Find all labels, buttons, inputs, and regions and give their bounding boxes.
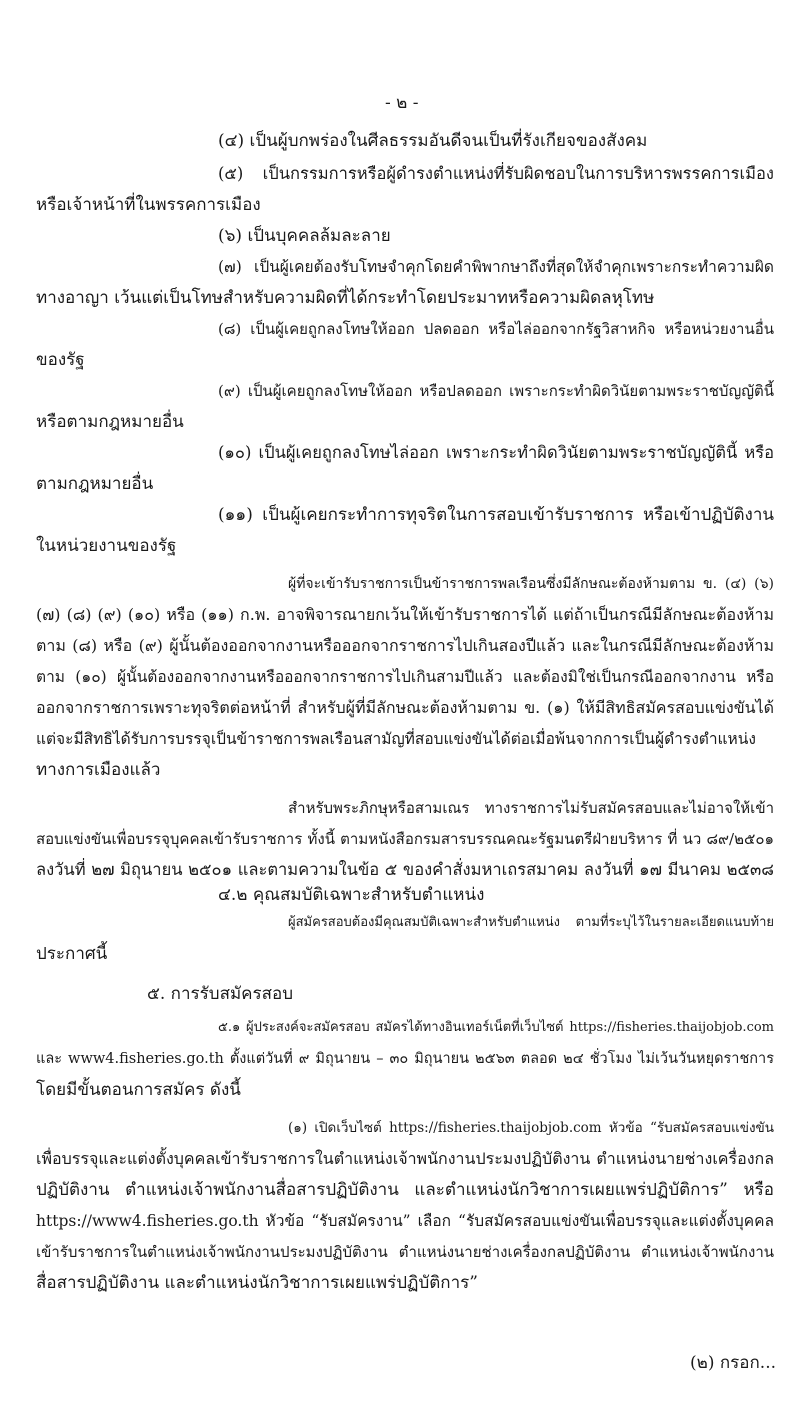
list-item-8: (๘) เป็นผู้เคยถูกลงโทษให้ออก ปลดออก หรือไล่ออกจากรัฐวิสาหกิจ หรือหน่วยงานอื่น xyxy=(218,320,774,338)
monks-line-1: สำหรับพระภิกษุหรือสามเณร ทางราชการไม่รับสมัครสอบและไม่อาจให้เข้า xyxy=(288,799,774,817)
section-5-1-line-2: และ www4.fisheries.go.th ตั้งแต่วันที่ ๙ มิถุนายน – ๓๐ มิถุนายน ๒๕๖๓ ตลอด ๒๔ ชั่วโมง ไม่เว้นวันหยุดราชการ xyxy=(36,1051,774,1067)
list-item-5-cont: หรือเจ้าหน้าที่ในพรรคการเมือง xyxy=(36,195,261,215)
step-1-line-6: สื่อสารปฏิบัติงาน และตำแหน่งนักวิชาการเผยแพร่ปฏิบัติการ” xyxy=(36,1273,478,1293)
section-4-2-line-2: ประกาศนี้ xyxy=(36,944,108,964)
exemption-line-6: แต่จะมีสิทธิได้รับการบรรจุเป็นข้าราชการพลเรือนสามัญที่สอบแข่งขันได้ต่อเมื่อพ้นจากการเป็นผู้ดำรงตำแหน่ง xyxy=(36,730,756,748)
list-item-7: (๗) เป็นผู้เคยต้องรับโทษจำคุกโดยคำพิพากษาถึงที่สุดให้จำคุกเพราะกระทำความผิด xyxy=(218,258,774,276)
list-item-8-cont: ของรัฐ xyxy=(36,350,85,370)
list-item-11-cont: ในหน่วยงานของรัฐ xyxy=(36,536,177,556)
page-number: - ๒ - xyxy=(385,93,419,113)
section-5-1-line-3: โดยมีขั้นตอนการสมัคร ดังนี้ xyxy=(36,1080,241,1100)
list-item-10-cont: ตามกฎหมายอื่น xyxy=(36,474,154,494)
list-item-9: (๙) เป็นผู้เคยถูกลงโทษให้ออก หรือปลดออก เพราะกระทำผิดวินัยตามพระราชบัญญัตินี้ xyxy=(218,382,774,400)
step-1-line-3: ปฏิบัติงาน ตำแหน่งเจ้าพนักงานสื่อสารปฏิบัติงาน และตำแหน่งนักวิชาการเผยแพร่ปฏิบัติการ” หรือ xyxy=(36,1180,774,1200)
list-item-11: (๑๑) เป็นผู้เคยกระทำการทุจริตในการสอบเข้ารับราชการ หรือเข้าปฏิบัติงาน xyxy=(218,505,774,525)
monks-line-2: สอบแข่งขันเพื่อบรรจุบุคคลเข้ารับราชการ ทั้งนี้ ตามหนังสือกรมสารบรรณคณะรัฐมนตรีฝ่ายบริหาร ที่ นว ๘๙/๒๕๐๑ xyxy=(36,830,774,848)
section-4-2-heading: ๔.๒ คุณสมบัติเฉพาะสำหรับตำแหน่ง xyxy=(218,885,485,905)
exemption-line-4: ตาม (๑๐) ผู้นั้นต้องออกจากงานหรือออกจากราชการไปเกินสามปีแล้ว และต้องมิใช่เป็นกรณีออกจากงาน หรือ xyxy=(36,668,774,686)
continuation-marker: (๒) กรอก... xyxy=(690,1353,777,1373)
step-1-line-2: เพื่อบรรจุและแต่งตั้งบุคคลเข้ารับราชการในตำแหน่งเจ้าพนักงานประมงปฏิบัติงาน ตำแหน่งนายช่างเครื่องกล xyxy=(36,1149,774,1168)
list-item-4: (๔) เป็นผู้บกพร่องในศีลธรรมอันดีจนเป็นที่รังเกียจของสังคม xyxy=(218,131,648,151)
step-1-line-4: https://www4.fisheries.go.th หัวข้อ “รับสมัครงาน” เลือก “รับสมัครสอบแข่งขันเพื่อบรรจุและแต่งตั้งบุคคล xyxy=(36,1212,774,1230)
section-5-heading: ๕. การรับสมัครสอบ xyxy=(147,984,294,1004)
section-5-1-line-1: ๕.๑ ผู้ประสงค์จะสมัครสอบ สมัครได้ทางอินเทอร์เน็ตที่เว็บไซต์ https://fisheries.thaijobjob.com xyxy=(218,1020,774,1035)
step-1-line-1: (๑) เปิดเว็บไซต์ https://fisheries.thaijobjob.com หัวข้อ “รับสมัครสอบแข่งขัน xyxy=(288,1120,774,1136)
list-item-9-cont: หรือตามกฎหมายอื่น xyxy=(36,412,184,432)
monks-line-3: ลงวันที่ ๒๗ มิถุนายน ๒๕๐๑ และตามความในข้อ ๕ ของคำสั่งมหาเถรสมาคม ลงวันที่ ๑๗ มีนาคม ๒๕๓๘ xyxy=(36,860,774,879)
list-item-10: (๑๐) เป็นผู้เคยถูกลงโทษไล่ออก เพราะกระทำผิดวินัยตามพระราชบัญญัตินี้ หรือ xyxy=(218,443,774,462)
exemption-line-5: ออกจากราชการเพราะทุจริตต่อหน้าที่ สำหรับผู้ที่มีลักษณะต้องห้ามตาม ข. (๑) ให้มีสิทธิสมัครสอบแข่งขันได้ xyxy=(36,698,774,717)
exemption-line-3: ตาม (๘) หรือ (๙) ผู้นั้นต้องออกจากงานหรือออกจากราชการไปเกินสองปีแล้ว และในกรณีมีลักษณะต้องห้าม xyxy=(36,636,774,655)
list-item-5: (๕) เป็นกรรมการหรือผู้ดำรงตำแหน่งที่รับผิดชอบในการบริหารพรรคการเมือง xyxy=(218,164,774,183)
exemption-line-1: ผู้ที่จะเข้ารับราชการเป็นข้าราชการพลเรือนซึ่งมีลักษณะต้องห้ามตาม ข. (๔) (๖) xyxy=(288,576,774,592)
list-item-7-cont: ทางอาญา เว้นแต่เป็นโทษสำหรับความผิดที่ได้กระทำโดยประมาทหรือความผิดลหุโทษ xyxy=(36,288,655,308)
exemption-line-2: (๗) (๘) (๙) (๑๐) หรือ (๑๑) ก.พ. อาจพิจารณายกเว้นให้เข้ารับราชการได้ แต่ถ้าเป็นกรณีมีลักษณะต้องห้าม xyxy=(36,605,774,624)
list-item-6: (๖) เป็นบุคคลล้มละลาย xyxy=(218,226,391,246)
exemption-line-7: ทางการเมืองแล้ว xyxy=(36,760,161,780)
step-1-line-5: เข้ารับราชการในตำแหน่งเจ้าพนักงานประมงปฏิบัติงาน ตำแหน่งนายช่างเครื่องกลปฏิบัติงาน ตำแหน่งเจ้าพนักงาน xyxy=(36,1243,774,1261)
section-4-2-line-1: ผู้สมัครสอบต้องมีคุณสมบัติเฉพาะสำหรับตำแหน่ง ตามที่ระบุไว้ในรายละเอียดแนบท้าย xyxy=(288,915,774,930)
